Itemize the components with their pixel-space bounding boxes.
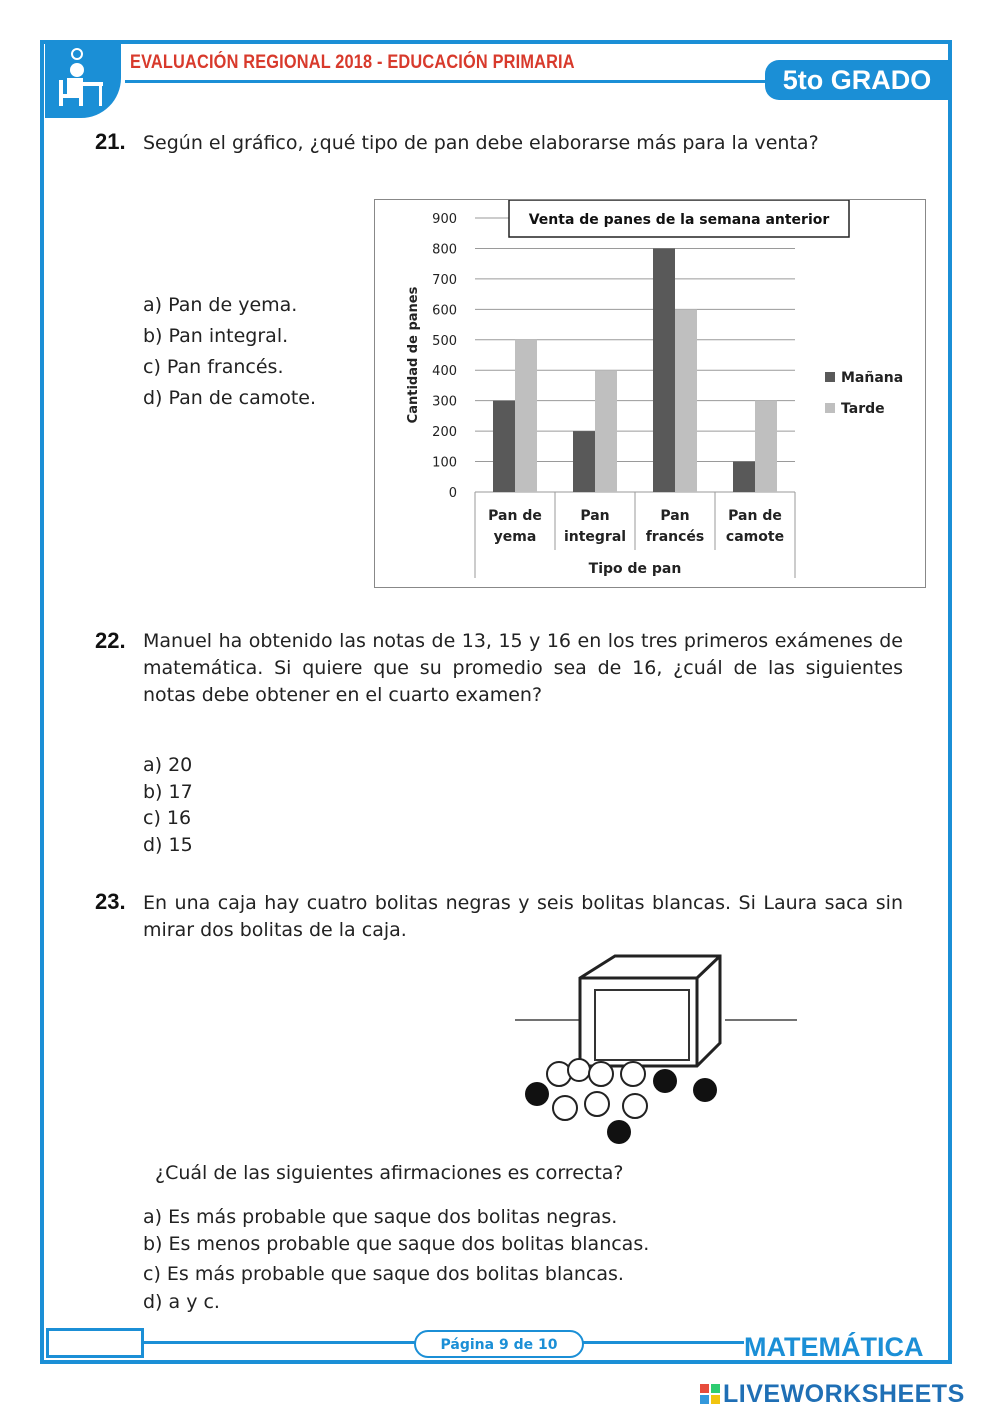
bar-tarde-3 bbox=[755, 401, 777, 492]
legend-swatch-0 bbox=[825, 372, 835, 382]
category-label-3-0: Pan de bbox=[728, 508, 782, 524]
category-label-2-0: Pan bbox=[660, 508, 690, 524]
bar-maana-0 bbox=[493, 401, 515, 492]
chart-canvas bbox=[375, 200, 927, 589]
question-23-subquestion: ¿Cuál de las siguientes afirmaciones es correcta? bbox=[155, 1162, 624, 1184]
question-23-option-a[interactable]: a) Es más probable que saque dos bolitas negras. bbox=[143, 1206, 618, 1228]
question-21-option-d[interactable]: d) Pan de camote. bbox=[143, 387, 317, 409]
question-23-option-c[interactable]: c) Es más probable que saque dos bolitas blancas. bbox=[143, 1263, 624, 1285]
y-tick-label-200: 200 bbox=[432, 425, 457, 441]
bar-tarde-1 bbox=[595, 370, 617, 492]
category-label-0-1: yema bbox=[493, 529, 537, 545]
question-23-option-b[interactable]: b) Es menos probable que saque dos bolitas blancas. bbox=[143, 1233, 650, 1255]
y-axis-label: Cantidad de panes bbox=[406, 286, 421, 424]
bar-maana-3 bbox=[733, 462, 755, 492]
box-with-balls-illustration bbox=[515, 948, 800, 1148]
grade-badge: 5to GRADO bbox=[765, 60, 949, 100]
question-21-text: Según el gráfico, ¿qué tipo de pan debe elaborarse más para la venta? bbox=[143, 132, 819, 154]
question-22-option-c[interactable]: c) 16 bbox=[143, 807, 192, 829]
bar-maana-2 bbox=[653, 248, 675, 492]
y-tick-label-300: 300 bbox=[432, 394, 457, 410]
question-23-option-d[interactable]: d) a y c. bbox=[143, 1291, 220, 1313]
question-23-number: 23. bbox=[95, 889, 126, 914]
question-21-option-a[interactable]: a) Pan de yema. bbox=[143, 294, 298, 316]
bar-tarde-2 bbox=[675, 309, 697, 492]
header-divider bbox=[125, 80, 790, 83]
bread-sales-chart bbox=[374, 199, 926, 588]
question-21-option-b[interactable]: b) Pan integral. bbox=[143, 325, 289, 347]
question-22-option-a[interactable]: a) 20 bbox=[143, 754, 193, 776]
footer-subject: MATEMÁTICA bbox=[744, 1332, 924, 1362]
y-tick-label-700: 700 bbox=[432, 272, 457, 288]
y-tick-label-900: 900 bbox=[432, 212, 457, 227]
category-label-1-1: integral bbox=[563, 529, 627, 545]
bar-maana-1 bbox=[573, 431, 595, 492]
category-label-1-0: Pan bbox=[580, 508, 610, 524]
y-tick-label-800: 800 bbox=[432, 242, 457, 258]
liveworksheets-brand[interactable] bbox=[700, 1380, 965, 1409]
chart-title: Venta de panes de la semana anterior bbox=[528, 212, 830, 228]
question-22-text: Manuel ha obtenido las notas de 13, 15 y 16 en los tres primeros exámenes de matemática. Si quiere que su promedio sea de 16, ¿cuál de las siguientes notas debe obtener en el cuarto examen? bbox=[143, 630, 903, 706]
category-label-0-0: Pan de bbox=[488, 508, 542, 524]
question-21-number: 21. bbox=[95, 129, 126, 154]
question-22-option-d[interactable]: d) 15 bbox=[143, 834, 193, 856]
brand-label: LIVEWORKSHEETS bbox=[723, 1380, 965, 1408]
bar-tarde-0 bbox=[515, 340, 537, 492]
liveworksheets-logo-icon bbox=[700, 1384, 720, 1404]
question-22-option-b[interactable]: b) 17 bbox=[143, 781, 193, 803]
question-21-option-c[interactable]: c) Pan francés. bbox=[143, 356, 284, 378]
question-23-text: En una caja hay cuatro bolitas negras y seis bolitas blancas. Si Laura saca sin mirar dos bolitas de la caja. bbox=[143, 892, 903, 941]
y-tick-label-500: 500 bbox=[432, 333, 457, 349]
y-tick-label-0: 0 bbox=[448, 486, 457, 501]
category-label-3-1: camote bbox=[725, 529, 785, 545]
footer-left-box bbox=[46, 1328, 144, 1358]
x-axis-label: Tipo de pan bbox=[588, 561, 682, 577]
legend-label-0: Mañana bbox=[841, 370, 904, 386]
y-tick-label-400: 400 bbox=[432, 364, 457, 380]
y-tick-label-100: 100 bbox=[432, 455, 457, 471]
legend-label-1: Tarde bbox=[841, 401, 885, 417]
category-label-2-1: francés bbox=[645, 529, 705, 545]
y-tick-label-600: 600 bbox=[432, 303, 457, 319]
question-22-number: 22. bbox=[95, 628, 126, 653]
student-desk-logo-icon bbox=[45, 42, 121, 118]
header-title: EVALUACIÓN REGIONAL 2018 - EDUCACIÓN PRIMARIA bbox=[130, 52, 575, 73]
legend-swatch-1 bbox=[825, 403, 835, 413]
page-number: Página 9 de 10 bbox=[414, 1330, 584, 1358]
